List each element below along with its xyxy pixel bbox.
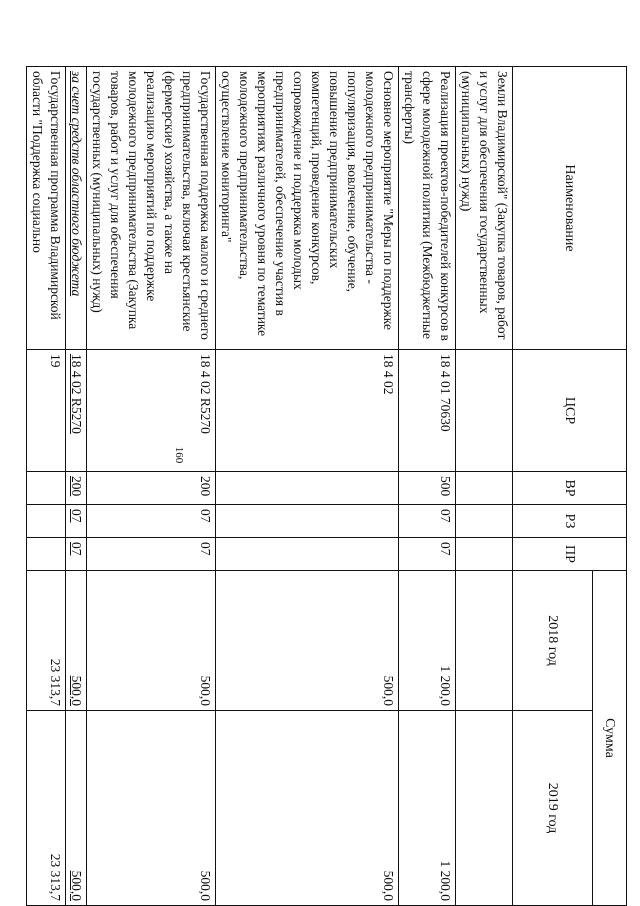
row-name: Государственная поддержка малого и среднего предпринимательства, включая крестьянские (фермерские) хозяйства, а также на реализацию мероприятий по поддержке молодежного предпринимательства (Закупка товаров, работ и услуг для обеспечения государственных (муниципальных) нужд) — [87, 67, 216, 350]
row-2019: 500,0 — [87, 711, 216, 906]
row-pr: 07 — [66, 538, 87, 571]
row-rz: 07 — [66, 505, 87, 538]
row-name: Государственная программа Владимирской области "Поддержка социально — [27, 67, 66, 350]
row-vr: 200 — [87, 472, 216, 505]
table-row — [399, 67, 456, 906]
row-2019: 500,0 — [216, 711, 399, 906]
header-sum: Сумма — [593, 571, 627, 906]
row-pr — [216, 538, 399, 571]
row-pr — [456, 538, 513, 571]
row-vr: 200 — [66, 472, 87, 505]
row-csr: 18 4 02 R5270 — [66, 350, 87, 472]
table-row — [216, 67, 399, 906]
row-vr — [216, 472, 399, 505]
row-pr: 07 — [399, 538, 456, 571]
page-number: 160 — [173, 446, 185, 464]
header-2018: 2018 год — [513, 571, 593, 711]
row-csr: 18 4 01 70630 — [399, 350, 456, 472]
row-rz — [216, 505, 399, 538]
row-vr — [456, 472, 513, 505]
row-2019: 1 200,0 — [399, 711, 456, 906]
row-2018: 1 200,0 — [399, 571, 456, 711]
row-csr: 18 4 02 — [216, 350, 399, 472]
row-2018 — [456, 571, 513, 711]
table-row — [27, 67, 66, 906]
budget-table — [26, 66, 627, 906]
row-csr: 18 4 02 R5270 — [87, 350, 216, 472]
header-pr: ПР — [513, 538, 627, 571]
budget-table-sheet — [30, 66, 627, 905]
row-rz: 07 — [399, 505, 456, 538]
row-pr: 07 — [87, 538, 216, 571]
table-row — [87, 67, 216, 906]
row-2019: 500,0 — [66, 711, 87, 906]
row-2019 — [456, 711, 513, 906]
row-rz — [27, 505, 66, 538]
row-2018: 500,0 — [216, 571, 399, 711]
row-rz: 07 — [87, 505, 216, 538]
header-2019: 2019 год — [513, 711, 593, 906]
table-row — [66, 67, 87, 906]
row-rz — [456, 505, 513, 538]
row-name: Реализация проектов-победителей конкурсов в сфере молодежной политики (Межбюджетные трансферты) — [399, 67, 456, 350]
row-2018: 23 313,7 — [27, 571, 66, 711]
row-csr: 19 — [27, 350, 66, 472]
table-row — [456, 67, 513, 906]
header-csr: ЦСР — [513, 350, 627, 472]
row-vr — [27, 472, 66, 505]
row-csr — [456, 350, 513, 472]
row-2018: 500,0 — [66, 571, 87, 711]
row-2019: 23 313,7 — [27, 711, 66, 906]
header-name: Наименование — [513, 67, 627, 350]
row-vr: 500 — [399, 472, 456, 505]
row-pr — [27, 538, 66, 571]
row-name: за счет средств областного бюджета — [66, 67, 87, 350]
row-2018: 500,0 — [87, 571, 216, 711]
header-rz: РЗ — [513, 505, 627, 538]
header-vr: ВР — [513, 472, 627, 505]
row-name: Земли Владимирской" (Закупка товаров, работ и услуг для обеспечения государственных (муниципальных) нужд) — [456, 67, 513, 350]
row-name: Основное мероприятие "Меры по поддержке молодежного предпринимательства - популяризация, вовлечение, обучение, повышение предпринимательских компетенций, проведение конкурсов, сопровождение и поддержка молодых предпринимателей, обеспечение участия в мероприятиях различного уровня по тематике молодежного предпринимательства, осуществление мониторинга" — [216, 67, 399, 350]
